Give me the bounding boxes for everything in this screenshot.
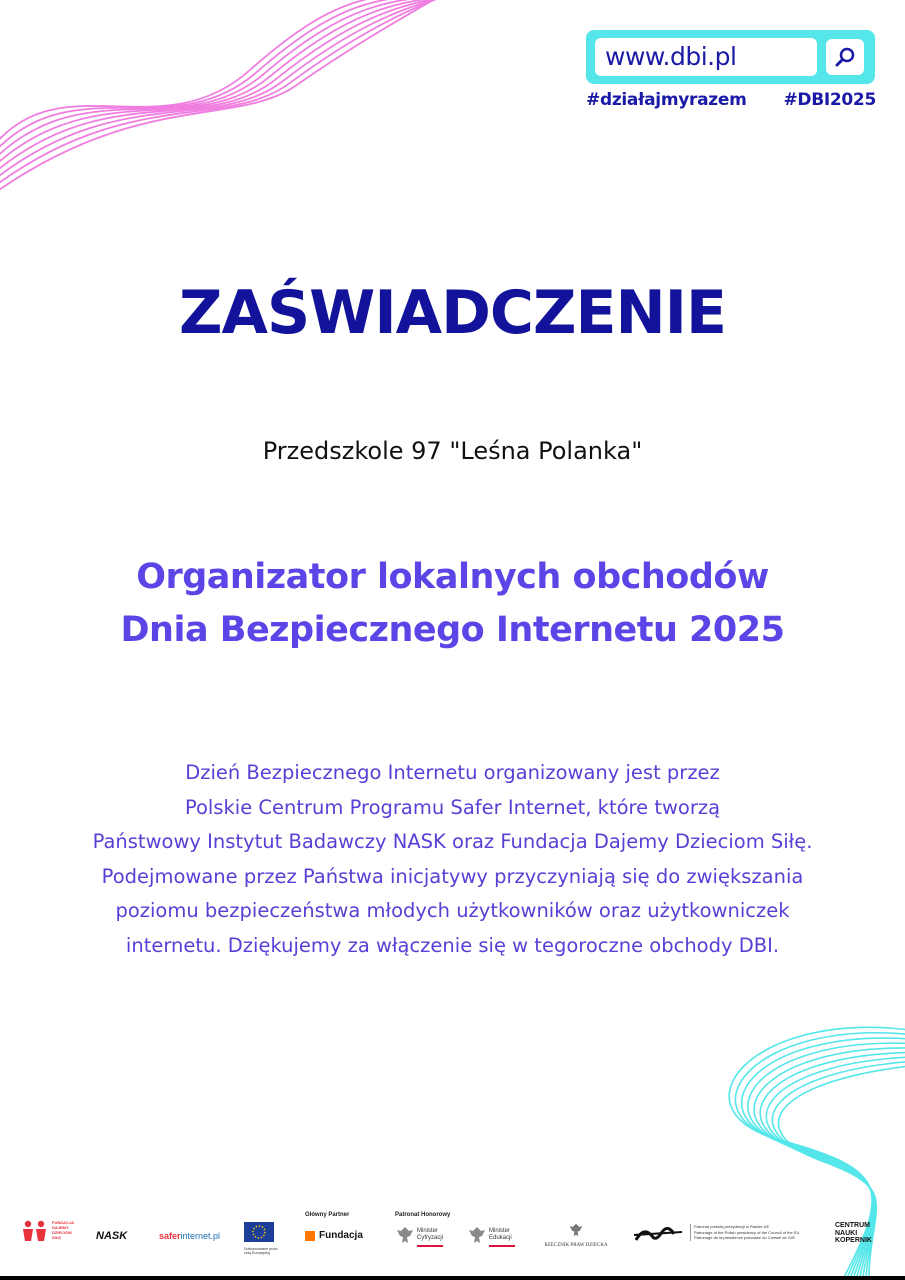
centrum-nauki-kopernik-logo	[835, 1222, 872, 1245]
fdds-line: FUNDACJA	[52, 1220, 74, 1225]
certificate-title: ZAŚWIADCZENIE	[179, 278, 726, 348]
body-line: Dzień Bezpiecznego Internetu organizowany jest przez	[185, 761, 720, 784]
minister-line: Edukacji	[489, 1235, 512, 1241]
presidency-line: Patronage of the Polish presidency of the Council of the EU	[694, 1229, 800, 1235]
presidency-line: Patronage de la présidence polonaise du Conseil de l'UE	[694, 1235, 796, 1240]
minister-line: Minister	[489, 1228, 511, 1234]
orange-square-icon	[305, 1231, 315, 1241]
fdds-line: DZIECIOM	[52, 1230, 72, 1235]
cnk-line: NAUKI	[835, 1229, 858, 1237]
honorary-patronage-label: Patronat Honorowy	[395, 1212, 451, 1218]
orange-fundacja-text: Fundacja	[319, 1230, 363, 1241]
decorative-wave-pink	[0, 0, 490, 190]
main-partner-label: Główny Partner	[305, 1212, 350, 1218]
hashtags	[586, 90, 876, 110]
eagle-emblem-icon	[396, 1225, 414, 1245]
body-line: internetu. Dziękujemy za włączenie się w tegoroczne obchody DBI.	[125, 933, 780, 957]
children-figures-icon	[22, 1220, 48, 1242]
nask-logo: NASK	[96, 1230, 128, 1242]
saferinternet-logo	[159, 1231, 220, 1241]
minister-line: Minister	[417, 1228, 439, 1234]
recipient-name: Przedszkole 97 "Leśna Polanka"	[262, 437, 643, 465]
search-button	[826, 39, 864, 75]
hashtag-dbi2025: #DBI2025	[783, 90, 876, 110]
eu-flag-icon	[244, 1222, 274, 1242]
eagle-emblem-icon	[569, 1222, 583, 1238]
page-bottom-border	[0, 1276, 905, 1280]
eu-caption-line: Unię Europejską	[244, 1251, 270, 1255]
fdds-line: SIŁĘ	[52, 1235, 61, 1240]
rzecznik-praw-dziecka-logo	[540, 1222, 612, 1248]
eu-logo	[244, 1222, 276, 1255]
eagle-emblem-icon	[468, 1225, 486, 1245]
flag-stripe	[417, 1245, 443, 1247]
flag-stripe	[489, 1245, 515, 1247]
dbi-search-banner	[586, 30, 875, 84]
body-line: Polskie Centrum Programu Safer Internet, które tworzą	[184, 795, 721, 819]
internet-text: internet.pl	[180, 1231, 221, 1241]
wave-line	[0, 0, 447, 190]
subtitle-line: Organizator lokalnych obchodów	[136, 557, 769, 597]
fdds-line: DAJEMY	[52, 1225, 69, 1230]
safer-text: safer	[159, 1231, 181, 1241]
hashtag-dzialajmyrazem: #działajmyrazem	[586, 90, 747, 110]
magnifier-icon	[833, 45, 857, 69]
rzecznik-text: RZECZNIK PRAW DZIECKA	[544, 1243, 608, 1248]
cnk-line: CENTRUM	[835, 1222, 870, 1229]
minister-line: Cyfryzacji	[417, 1235, 444, 1241]
presidency-line: Patronat polskiej prezydencji w Radzie UE	[694, 1224, 770, 1229]
body-line: poziomu bezpieczeństwa młodych użytkowników oraz użytkowniczek	[115, 899, 790, 922]
wave-line	[0, 0, 475, 157]
partner-logos	[22, 1208, 887, 1255]
certificate-subtitle	[0, 551, 905, 657]
eu-caption-line: Dofinansowane przez	[244, 1247, 278, 1251]
cnk-line: KOPERNIK	[835, 1237, 872, 1244]
body-line: Państwowy Instytut Badawczy NASK oraz Fundacja Dajemy Dzieciom Siłę.	[92, 830, 813, 853]
body-line: Podejmowane przez Państwa inicjatywy przyczyniają się do zwiększania	[101, 864, 804, 888]
dbi-url-field: www.dbi.pl	[595, 38, 817, 76]
subtitle-line: Dnia Bezpiecznego Internetu 2025	[120, 610, 785, 650]
presidency-mark-icon	[634, 1224, 684, 1244]
certificate-body	[0, 756, 905, 963]
